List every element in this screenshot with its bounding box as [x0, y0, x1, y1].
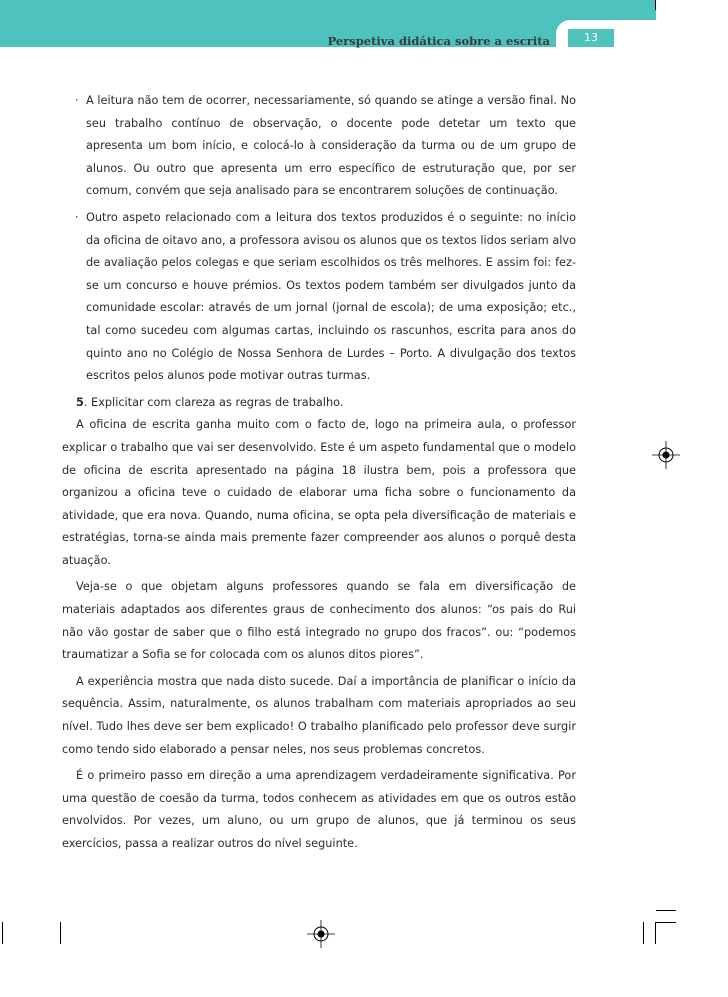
registration-mark-icon [652, 441, 680, 469]
running-header-title: Perspetiva didática sobre a escrita [327, 34, 550, 48]
paragraph: A oficina de escrita ganha muito com o facto de, logo na primeira aula, o professor explicar o trabalho que vai ser desenvolvido. Este é um aspeto fundamental que o modelo de oficina de escrita apresentado na página 18 ilustra bem, pois a professora que organizou a oficina teve o cuidado de elaborar uma ficha sobre o funcionamento da atividade, que era nova. Quando, numa oficina, se opta pela diversificação de materiais e estratégias, torna-se ainda mais premente fazer compreender aos alunos o porquê desta atuação. [62, 418, 576, 567]
section-heading [62, 392, 576, 415]
section-heading-text: . Explicitar com clareza as regras de trabalho. [83, 395, 344, 409]
paragraph: A experiência mostra que nada disto sucede. Daí a importância de planificar o início da sequência. Assim, naturalmente, os alunos trabalham com materiais apropriados ao seu nível. Tudo lhes deve ser bem explicado! O trabalho planificado pelo professor deve surgir como tendo sido elaborado a pensar neles, nos seus problemas concretos. [62, 674, 576, 756]
crop-mark [655, 922, 656, 944]
bullet-text: A leitura não tem de ocorrer, necessariamente, só quando se atinge a versão final. No seu trabalho contínuo de observação, o docente pode detetar um texto que apresenta um bom início, e colocá-lo à consideração da turma ou de um grupo de alunos. Ou outro que apresenta um erro específico de estruturação que, por ser comum, convém que seja analisado para se encontrarem soluções de continuação. [86, 94, 576, 198]
crop-mark [2, 922, 3, 944]
bullet-mark: · [75, 210, 79, 224]
paragraph: É o primeiro passo em direção a uma aprendizagem verdadeiramente significativa. Por uma questão de coesão da turma, todos conhecem as atividades em que os outros estão envolvidos. Por vezes, um aluno, ou um grupo de alunos, que já terminou os seus exercícios, passa a realizar outros do nível seguinte. [62, 769, 576, 850]
bullet-item [62, 90, 576, 203]
bullet-item [62, 207, 576, 388]
crop-mark [656, 922, 676, 923]
page-body [62, 90, 576, 860]
bullet-text: Outro aspeto relacionado com a leitura dos textos produzidos é o seguinte: no início da oficina de oitavo ano, a professora avisou os alunos que os textos lidos seriam alvo de avaliação pelos colegas e que seriam escolhidos os três melhores. E assim foi: fez-se um concurso e houve prémios. Os textos podem também ser divulgados junto da comunidade escolar: através de um jornal (jornal de escola); de uma exposição; etc., tal como sucedeu com algumas cartas, incluindo os rascunhos, escrita para anos do quinto ano no Colégio de Nossa Senhora de Lurdes – Porto. A divulgação dos textos escritos pelos alunos pode motivar outras turmas. [86, 210, 577, 383]
page-number: 13 [568, 29, 614, 47]
crop-mark [656, 910, 676, 911]
crop-mark [655, 0, 656, 10]
section-number: 5 [76, 395, 84, 409]
crop-mark [60, 922, 61, 944]
bullet-mark: · [75, 94, 79, 107]
registration-mark-icon [307, 920, 335, 948]
crop-mark [643, 922, 644, 944]
paragraph: Veja-se o que objetam alguns professores quando se fala em diversificação de materiais adaptados aos diferentes graus de conhecimento dos alunos: “os pais do Rui não vão gostar de saber que o filho está integrado no grupo dos fracos”. ou: “podemos traumatizar a Sofia se for colocada com os alunos ditos piores”. [62, 580, 576, 662]
